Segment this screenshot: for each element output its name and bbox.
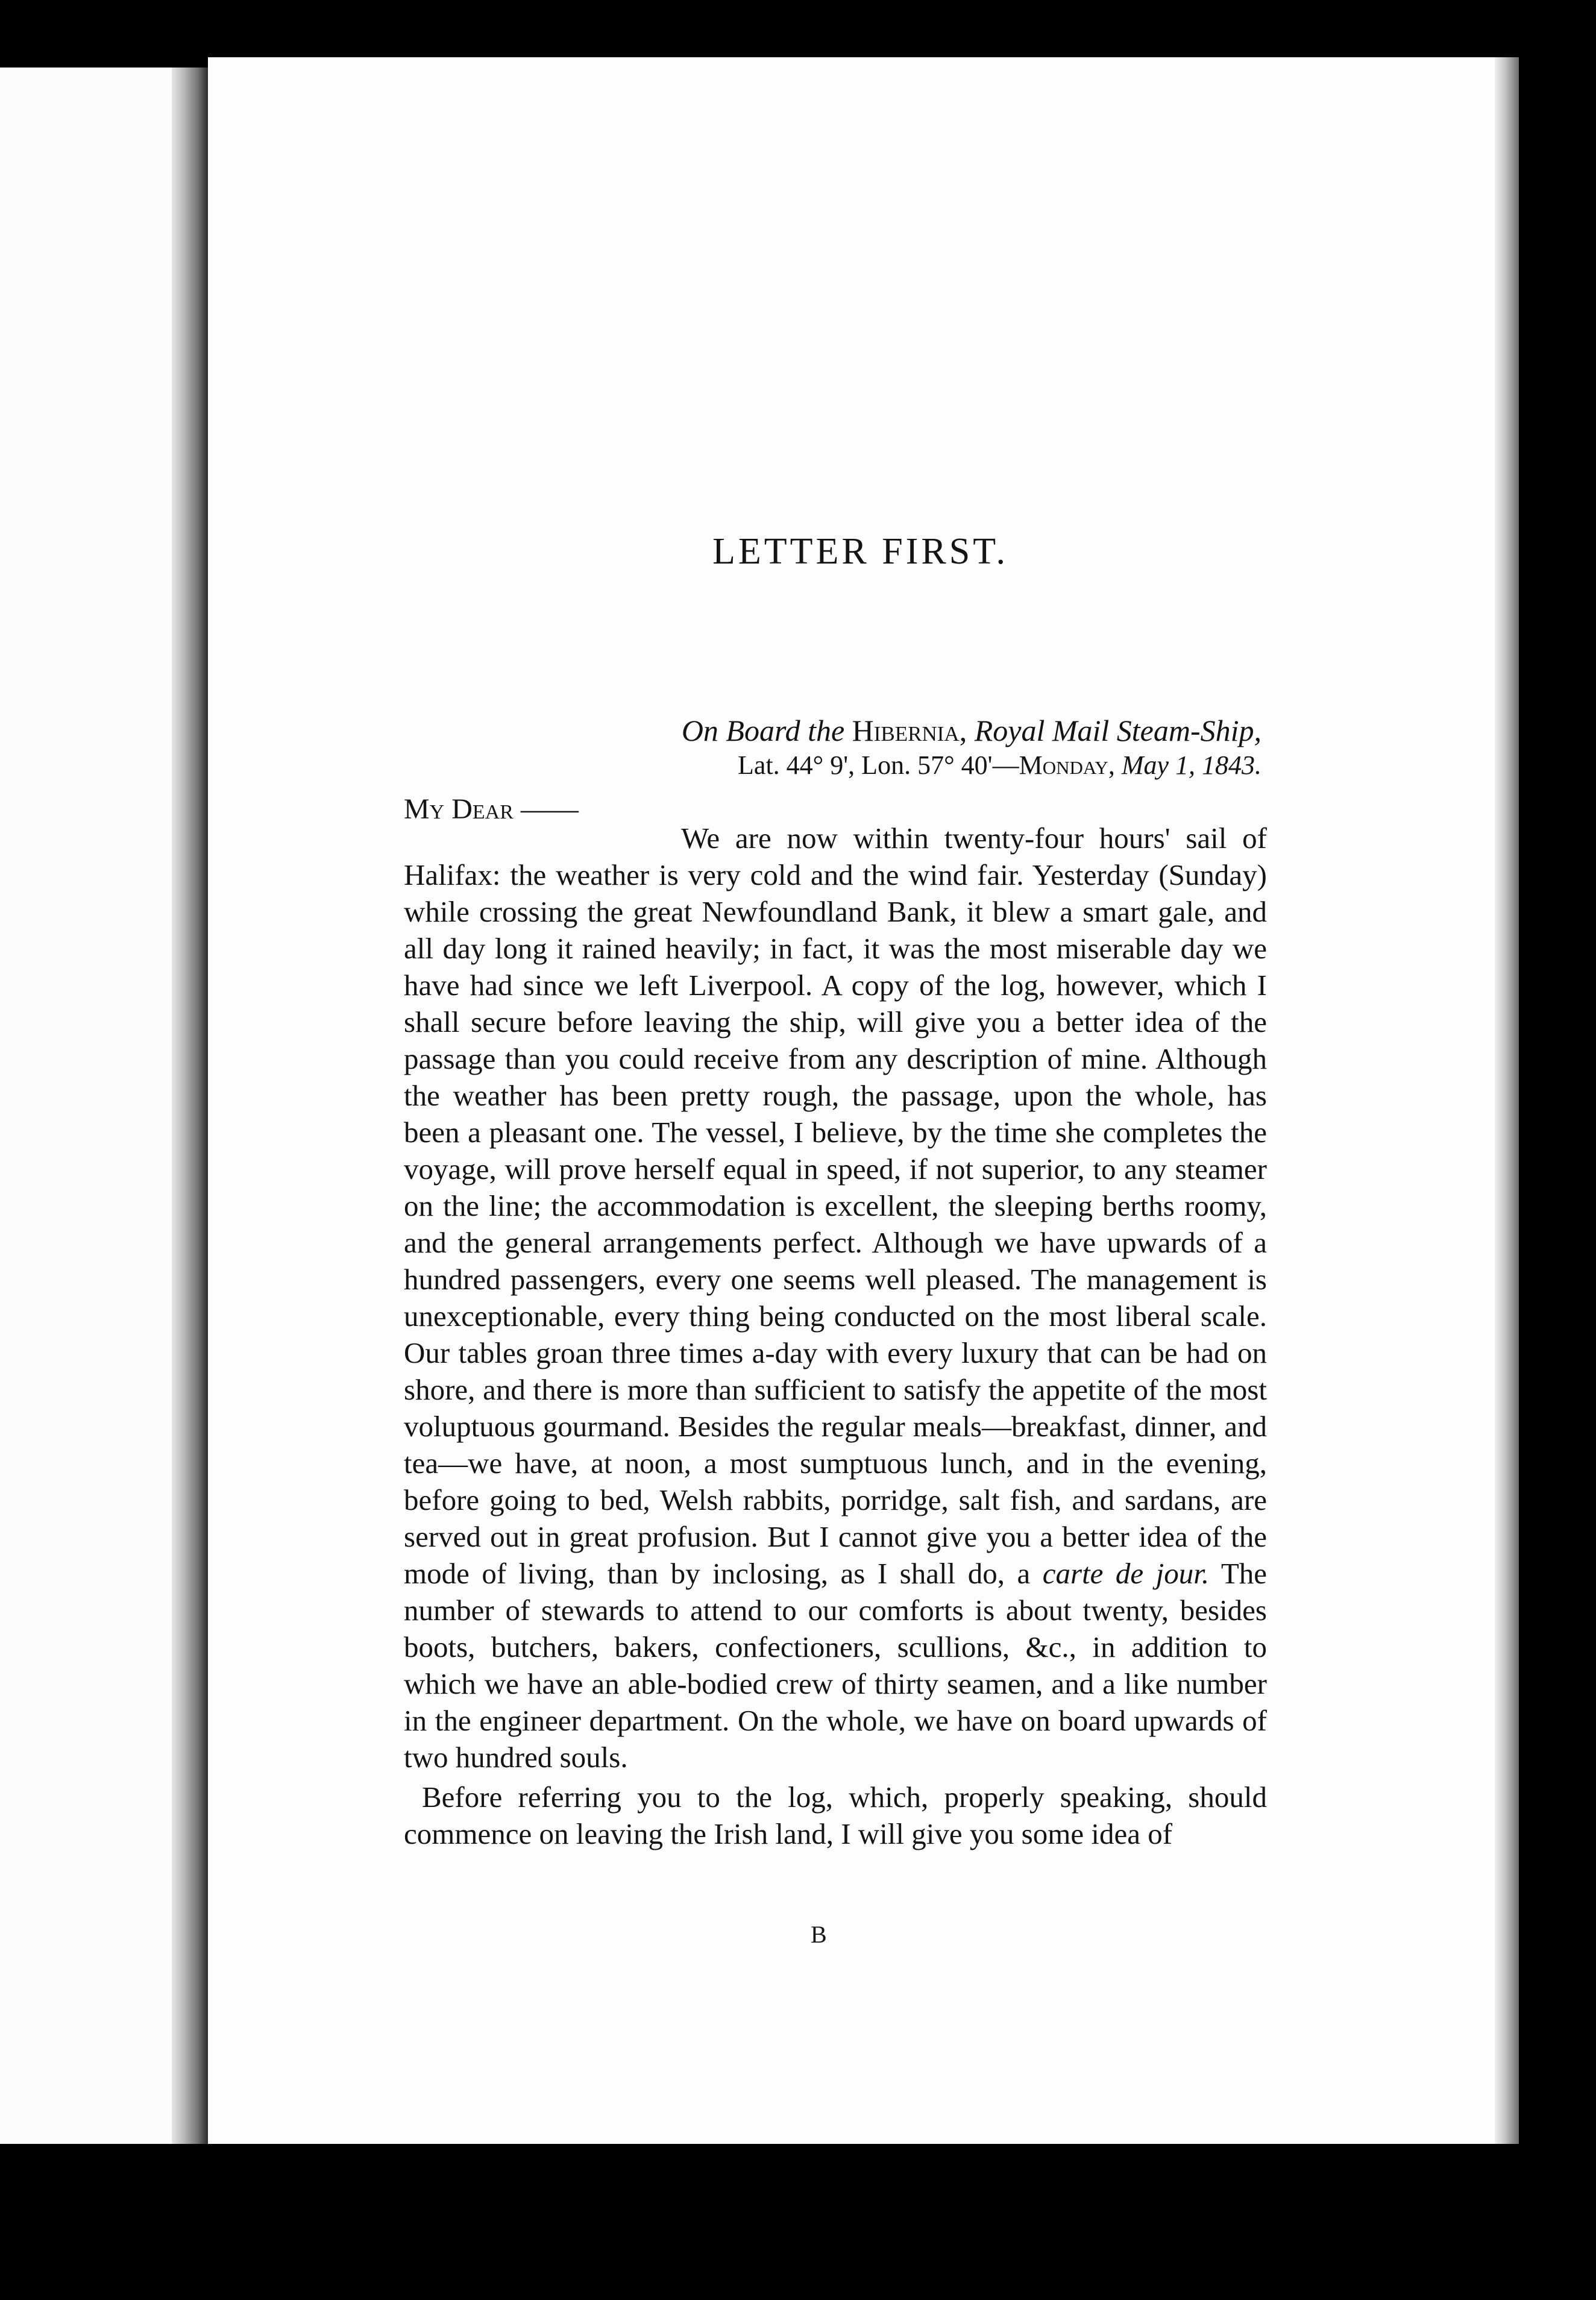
ship-description: Royal Mail Steam-Ship, xyxy=(974,714,1261,747)
paragraph-1-continued: The number of stewards to attend to our comforts is about twenty, besides boots, butchers, bakers, confectioners, scullions, &c., in addition to which we have an able-bodied crew of thirty seamen, and a like number in the engineer department. On the whole, we have on board upwards of two hundred souls. xyxy=(404,1557,1267,1774)
letter-heading: LETTER FIRST. xyxy=(712,531,1008,572)
ship-name: Hibernia xyxy=(852,714,960,747)
paragraph-1-italic: carte de jour. xyxy=(1042,1557,1210,1590)
dateline-date: May 1, 1843. xyxy=(1121,750,1261,780)
dateline-ship: On Board the Hibernia, Royal Mail Steam-Ship, xyxy=(681,714,1261,747)
dateline-day: Monday xyxy=(1019,750,1108,780)
right-page-edge xyxy=(1495,57,1519,2144)
left-page-gutter xyxy=(172,68,208,2144)
letter-body xyxy=(404,820,1267,1852)
paragraph-1-text: We are now within twenty-four hours' sail of Halifax: the weather is very cold and the wind fair. Yesterday (Sunday) while crossing the great Newfoundland Bank, it blew a smart gale, and all day long it rained heavily; in fact, it was the most miserable day we have had since we left Liverpool. A copy of the log, however, which I shall secure before leaving the ship, will give you a better idea of the passage than you could receive from any description of mine. Although the weather has been pretty rough, the passage, upon the whole, has been a pleasant one. The vessel, I believe, by the time she completes the voyage, will prove herself equal in speed, if not superior, to any steamer on the line; the accommodation is excellent, the sleeping berths roomy, and the general arrangements perfect. Although we have upwards of a hundred passengers, every one seems well pleased. The management is unexceptionable, every thing being conducted on the most liberal scale. Our tables groan three times a-day with every luxury that can be had on shore, and there is more than sufficient to satisfy the appetite of the most voluptuous gourmand. Besides the regular meals—breakfast, dinner, and tea—we have, at noon, a most sumptuous lunch, and in the evening, before going to bed, Welsh rabbits, porridge, salt fish, and sardans, are served out in great profusion. But I cannot give you a better idea of the mode of living, than by inclosing, as I shall do, a xyxy=(404,822,1267,1590)
paragraph-2: Before referring you to the log, which, properly speaking, should commence on leaving the Irish land, I will give you some idea of xyxy=(404,1780,1267,1850)
salutation: My Dear —— xyxy=(404,793,579,825)
signature-mark: B xyxy=(811,1921,827,1948)
latitude-longitude: Lat. 44° 9', Lon. 57° 40'— xyxy=(738,750,1019,780)
paragraph-1 xyxy=(404,820,1267,1776)
dateline-position: Lat. 44° 9', Lon. 57° 40'—Monday, May 1, 1843. xyxy=(738,750,1261,780)
dateline-prefix: On Board the xyxy=(681,714,845,747)
